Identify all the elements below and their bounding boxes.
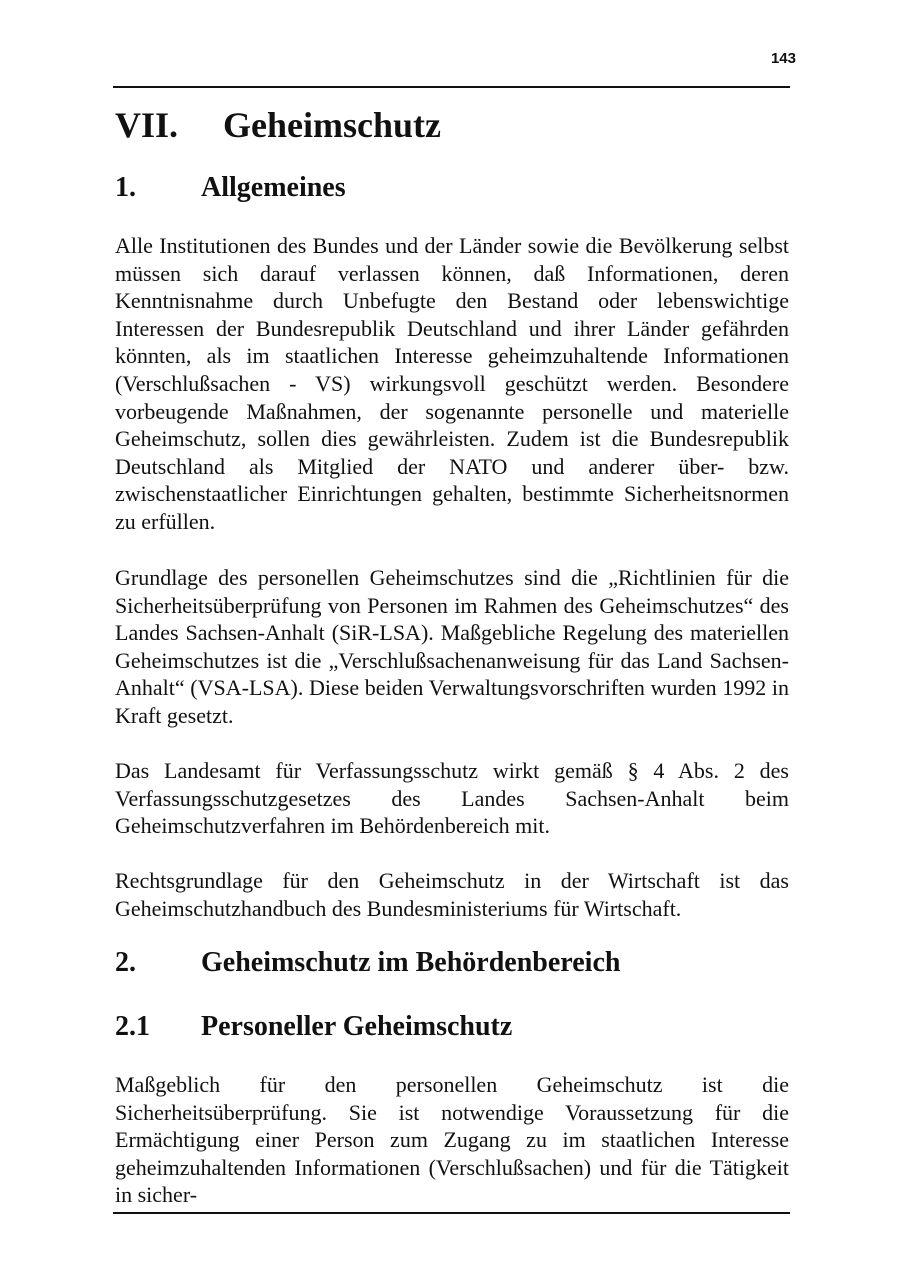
chapter-heading [115,104,441,146]
header-rule [113,86,790,88]
footer-rule [113,1212,790,1214]
chapter-number: VII. [115,105,179,145]
paragraph: Alle Institutionen des Bundes und der Länder sowie die Bevölkerung selbst müssen sich darauf verlassen können, daß Informationen, deren Kenntnisnahme durch Unbefugte den Bestand oder lebenswichtige Interessen der Bundesrepublik Deutschland und ihrer Länder gefährden könnten, als im staatlichen Interesse geheimzuhaltende Informationen (Verschlußsachen - VS) wirkungsvoll geschützt werden. Besondere vorbeugende Maßnahmen, der sogenannte personelle und materielle Geheimschutz, sollen dies gewährleisten. Zudem ist die Bundesrepublik Deutschland als Mitglied der NATO und anderer über- bzw. zwischenstaatlicher Einrichtungen gehalten, bestimmte Sicherheitsnormen zu erfüllen. [115,233,789,534]
chapter-title: Geheimschutz [223,105,441,145]
section-number: 1. [115,172,136,203]
section-title: Allgemeines [201,172,346,203]
paragraph: Das Landesamt für Verfassungsschutz wirkt gemäß § 4 Abs. 2 des Verfassungsschutzgesetzes des Landes Sachsen-Anhalt beim Geheimschutzverfahren im Behördenbereich mit. [115,758,789,839]
paragraph: Maßgeblich für den personellen Geheimschutz ist die Sicherheitsüberprüfung. Sie ist notwendige Voraussetzung für die Ermächtigung einer Person zum Zugang zu im staatlichen Interesse geheimzuhaltenden Informationen (Verschlußsachen) und für die Tätigkeit in sicher- [115,1072,789,1208]
paragraph: Rechtsgrundlage für den Geheimschutz in der Wirtschaft ist das Geheimschutzhandbuch des Bundesministeriums für Wirtschaft. [115,868,789,921]
page-number: 143 [770,50,796,67]
section-number: 2.1 [115,1011,150,1042]
paragraph: Grundlage des personellen Geheimschutzes sind die „Richtlinien für die Sicherheitsüberprüfung von Personen im Rahmen des Geheimschutzes“ des Landes Sachsen-Anhalt (SiR-LSA). Maßgebliche Regelung des materiellen Geheimschutzes ist die „Verschlußsachenanweisung für das Land Sachsen-Anhalt“ (VSA-LSA). Diese beiden Verwaltungsvorschriften wurden 1992 in Kraft gesetzt. [115,565,789,728]
subsection-heading-2-1 [115,1011,512,1043]
section-heading-2 [115,947,620,979]
section-title: Geheimschutz im Behördenbereich [201,947,621,978]
section-number: 2. [115,947,136,978]
section-title: Personeller Geheimschutz [201,1011,513,1042]
section-heading-1 [115,172,346,204]
